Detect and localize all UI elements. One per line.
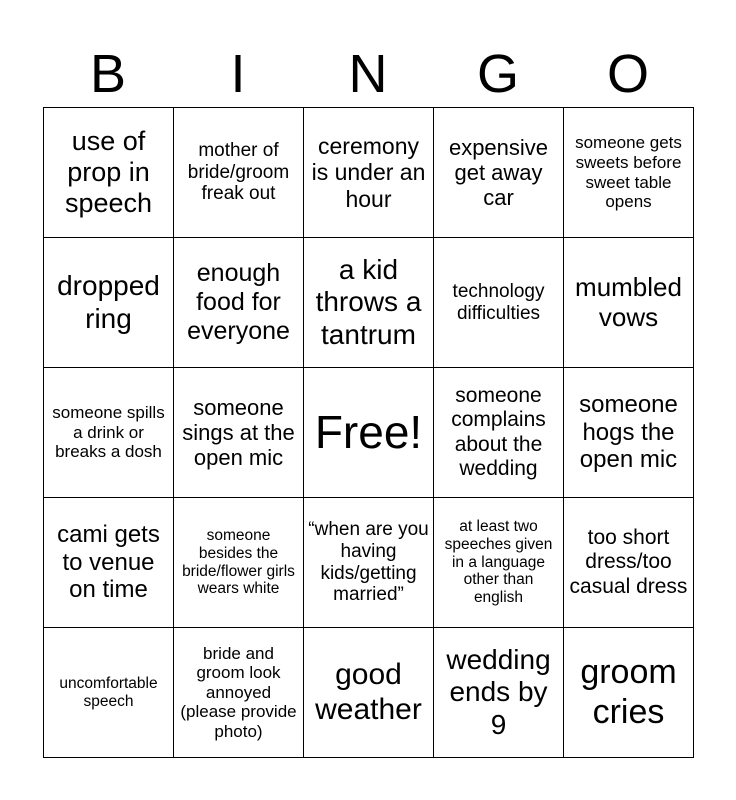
header-letter-i: I bbox=[230, 44, 246, 104]
bingo-cell[interactable]: enough food for everyone bbox=[174, 238, 304, 368]
bingo-cell[interactable]: at least two speeches given in a language other than english bbox=[434, 498, 564, 628]
bingo-cell[interactable]: wedding ends by 9 bbox=[434, 628, 564, 758]
bingo-cell[interactable]: someone besides the bride/flower girls wears white bbox=[174, 498, 304, 628]
bingo-cell[interactable]: groom cries bbox=[564, 628, 694, 758]
bingo-cell[interactable]: cami gets to venue on time bbox=[44, 498, 174, 628]
bingo-header bbox=[43, 42, 693, 106]
bingo-cell[interactable]: someone sings at the open mic bbox=[174, 368, 304, 498]
bingo-cell[interactable]: use of prop in speech bbox=[44, 108, 174, 238]
bingo-cell[interactable]: uncomfortable speech bbox=[44, 628, 174, 758]
bingo-cell[interactable]: a kid throws a tantrum bbox=[304, 238, 434, 368]
bingo-row bbox=[44, 238, 694, 368]
free-space-cell[interactable]: Free! bbox=[304, 368, 434, 498]
header-letter-b: B bbox=[89, 44, 127, 104]
bingo-cell[interactable]: dropped ring bbox=[44, 238, 174, 368]
header-letter-g: G bbox=[476, 44, 519, 104]
bingo-row bbox=[44, 108, 694, 238]
bingo-cell[interactable]: mother of bride/groom freak out bbox=[174, 108, 304, 238]
bingo-cell[interactable]: someone spills a drink or breaks a dosh bbox=[44, 368, 174, 498]
bingo-row bbox=[44, 498, 694, 628]
bingo-cell[interactable]: bride and groom look annoyed (please provide photo) bbox=[174, 628, 304, 758]
bingo-cell[interactable]: someone complains about the wedding bbox=[434, 368, 564, 498]
bingo-cell[interactable]: someone gets sweets before sweet table opens bbox=[564, 108, 694, 238]
bingo-cell[interactable]: expensive get away car bbox=[434, 108, 564, 238]
bingo-row bbox=[44, 628, 694, 758]
bingo-cell[interactable]: someone hogs the open mic bbox=[564, 368, 694, 498]
bingo-cell[interactable]: technology difficulties bbox=[434, 238, 564, 368]
bingo-cell[interactable]: “when are you having kids/getting married” bbox=[304, 498, 434, 628]
bingo-row bbox=[44, 368, 694, 498]
header-letter-o: O bbox=[606, 44, 649, 104]
bingo-cell[interactable]: good weather bbox=[304, 628, 434, 758]
bingo-cell[interactable]: ceremony is under an hour bbox=[304, 108, 434, 238]
bingo-cell[interactable]: mumbled vows bbox=[564, 238, 694, 368]
header-letter-n: N bbox=[348, 44, 388, 104]
bingo-cell[interactable]: too short dress/too casual dress bbox=[564, 498, 694, 628]
bingo-grid bbox=[43, 107, 694, 758]
